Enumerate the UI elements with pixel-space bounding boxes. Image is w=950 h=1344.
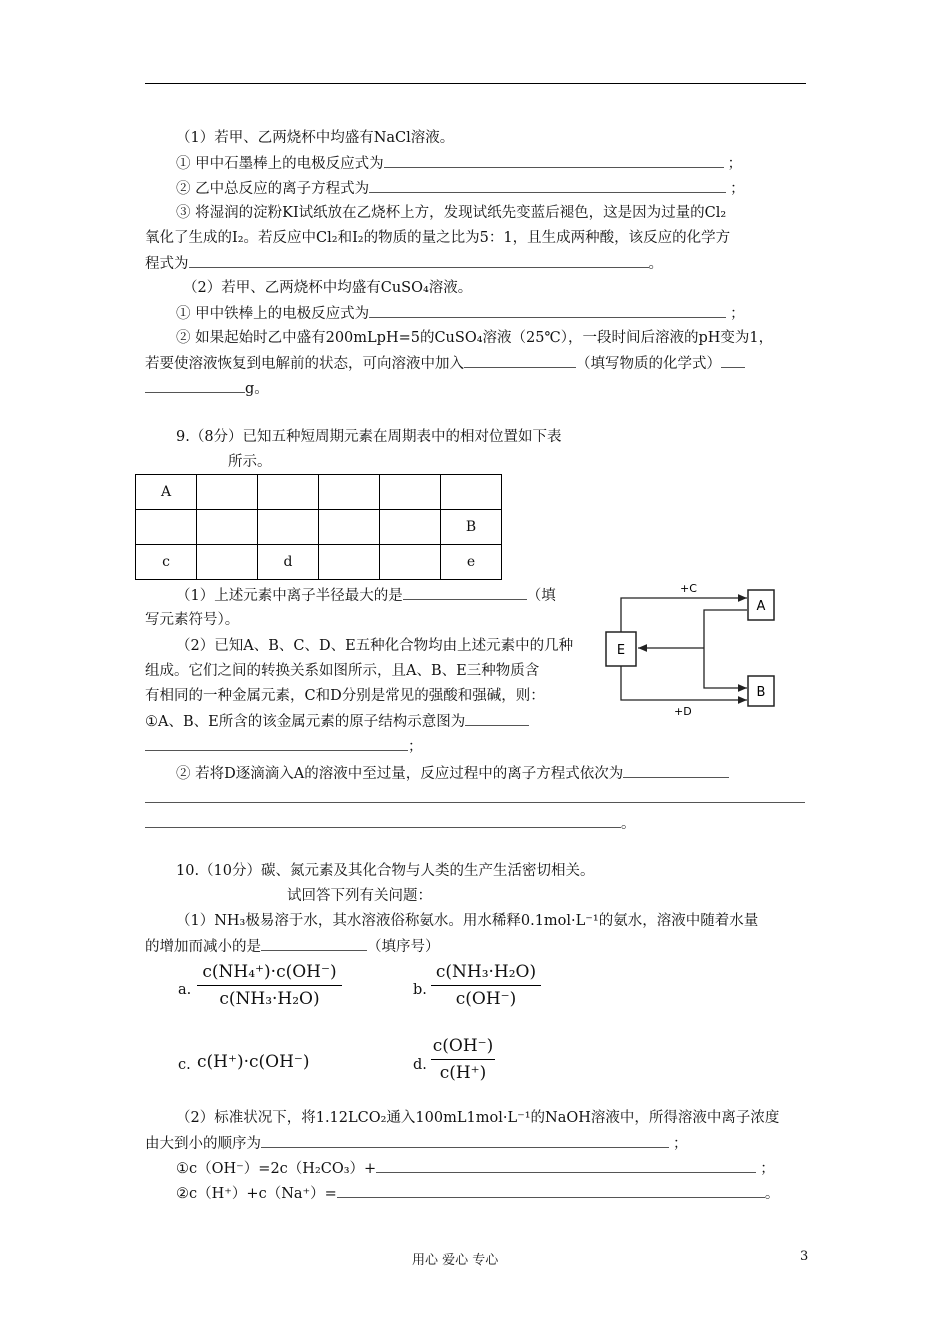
answer-blank[interactable] xyxy=(376,1158,756,1173)
q8-part2-item2-line2 xyxy=(145,353,745,374)
option-c-label: c. xyxy=(178,1057,191,1073)
table-cell xyxy=(441,475,502,510)
q9-part1-line2: 写元素符号）。 xyxy=(145,612,240,628)
punct: ； xyxy=(730,181,745,197)
option-d-label: d. xyxy=(413,1057,427,1073)
fraction-bar xyxy=(431,1059,495,1060)
arrow-e-to-b xyxy=(621,666,747,700)
option-d-numerator: c(OH⁻) xyxy=(432,1036,494,1056)
q9-part2-line2: 组成。它们之间的转换关系如图所示，且A、B、E三种物质含 xyxy=(145,663,540,679)
punct: ； xyxy=(727,156,743,172)
table-cell: e xyxy=(441,545,502,580)
answer-blank[interactable] xyxy=(369,303,726,318)
punct: ； xyxy=(673,1136,688,1152)
fraction-bar xyxy=(197,985,342,986)
answer-blank[interactable] xyxy=(145,813,621,828)
q8-part1-item1-text: ① 甲中石墨棒上的电极反应式为 xyxy=(176,156,384,172)
q8-part1-item1 xyxy=(176,153,742,174)
answer-blank[interactable] xyxy=(623,763,729,778)
q9-part2-line1: （2）已知A、B、C、D、E五种化合物均由上述元素中的几种 xyxy=(176,638,574,654)
option-b-label: b. xyxy=(413,982,427,998)
q8-part2-item2-text: 若要使溶液恢复到电解前的状态，可向溶液中加入 xyxy=(145,356,464,372)
option-b-fraction xyxy=(431,962,541,1009)
table-cell xyxy=(380,510,441,545)
table-row xyxy=(136,510,502,545)
periodic-table-fragment xyxy=(135,474,502,580)
table-cell xyxy=(380,475,441,510)
answer-blank[interactable] xyxy=(189,253,649,268)
answer-blank[interactable] xyxy=(145,736,408,751)
table-cell: A xyxy=(136,475,197,510)
q9-part2-text: ①A、B、E所含的该金属元素的原子结构示意图为 xyxy=(145,714,466,730)
unit-text: g。 xyxy=(245,381,269,397)
option-b-denominator: c(OH⁻) xyxy=(455,989,517,1009)
table-cell xyxy=(197,545,258,580)
q9-part2-line4 xyxy=(145,711,529,732)
answer-blank[interactable] xyxy=(384,153,724,168)
table-cell: c xyxy=(136,545,197,580)
q10-part2-eq1 xyxy=(176,1158,775,1179)
table-cell xyxy=(319,475,380,510)
q9-title-cont: 所示。 xyxy=(228,454,272,470)
table-cell xyxy=(380,545,441,580)
option-a-denominator: c(NH₃·H₂O) xyxy=(219,989,320,1009)
box-a-label: A xyxy=(756,599,766,614)
q9-part1-text: （1）上述元素中离子半径最大的是 xyxy=(176,588,403,604)
q9-part2-text2: ② 若将D逐滴滴入A的溶液中至过量，反应过程中的离子方程式依次为 xyxy=(176,766,624,782)
page-number: 3 xyxy=(800,1249,809,1264)
fraction-bar xyxy=(431,985,541,986)
answer-blank[interactable] xyxy=(337,1183,765,1198)
q8-part1-item2 xyxy=(176,178,745,199)
punct: ； xyxy=(408,739,423,755)
conversion-diagram xyxy=(604,580,804,720)
punct: 。 xyxy=(621,816,636,832)
label-plus-c: +C xyxy=(680,582,697,595)
q8-part2-item1 xyxy=(176,303,745,324)
punct: ； xyxy=(760,1161,775,1177)
box-b-label: B xyxy=(756,685,766,700)
q8-part1-item2-text: ② 乙中总反应的离子方程式为 xyxy=(176,181,370,197)
table-row xyxy=(136,545,502,580)
q10-part2-line2 xyxy=(145,1133,688,1154)
q8-part1-item3-line2: 氧化了生成的I₂。若反应中Cl₂和I₂的物质的量之比为5：1，且生成两种酸，该反应的化学方 xyxy=(145,230,731,246)
answer-blank[interactable] xyxy=(261,1133,669,1148)
q8-part1-intro: （1）若甲、乙两烧杯中均盛有NaCl溶液。 xyxy=(176,130,455,146)
q8-part2-item1-text: ① 甲中铁棒上的电极反应式为 xyxy=(176,306,370,322)
q8-part2-item2-line1: ② 如果起始时乙中盛有200mLpH=5的CuSO₄溶液（25℃），一段时间后溶液的pH变为1， xyxy=(176,330,774,346)
option-a-fraction xyxy=(197,962,342,1009)
q10-eq2-text: ②c（H⁺）+c（Na⁺）= xyxy=(176,1186,337,1202)
table-cell xyxy=(136,510,197,545)
table-cell xyxy=(258,510,319,545)
answer-blank[interactable] xyxy=(145,788,805,803)
answer-blank[interactable] xyxy=(465,711,529,726)
punct: 。 xyxy=(764,1186,780,1202)
footer-motto: 用心 爱心 专心 xyxy=(412,1253,499,1268)
q9-part2-line7 xyxy=(145,788,805,809)
arrow-e-to-a xyxy=(621,598,747,632)
q8-part2-item2-line3 xyxy=(145,378,269,399)
header-rule xyxy=(145,83,806,84)
label-plus-d: +D xyxy=(674,705,692,718)
q8-part2-item2-hint: （填写物质的化学式） xyxy=(576,356,721,372)
q8-part1-item3-text: 程式为 xyxy=(145,256,189,272)
q10-part1-text: 的增加而减小的是 xyxy=(145,939,261,955)
q9-part1-line1 xyxy=(176,585,556,606)
answer-blank[interactable] xyxy=(145,378,245,393)
answer-blank[interactable] xyxy=(403,585,527,600)
q8-part1-item3-line1: ③ 将湿润的淀粉KI试纸放在乙烧杯上方，发现试纸先变蓝后褪色，这是因为过量的Cl₂ xyxy=(176,205,727,221)
q10-part1-line1: （1）NH₃极易溶于水，其水溶液俗称氨水。用水稀释0.1mol·L⁻¹的氨水，溶液中随着水量 xyxy=(176,913,759,929)
q9-part1-hint: （填 xyxy=(526,588,556,604)
option-a-numerator: c(NH₄⁺)·c(OH⁻) xyxy=(202,962,337,982)
answer-blank[interactable] xyxy=(721,353,745,368)
table-cell xyxy=(258,475,319,510)
q9-part2-line3: 有相同的一种金属元素，C和D分别是常见的强酸和强碱，则： xyxy=(145,688,545,704)
option-b-numerator: c(NH₃·H₂O) xyxy=(435,962,537,982)
q9-part2-line8 xyxy=(145,813,636,834)
answer-blank[interactable] xyxy=(261,936,367,951)
option-c-expression: c(H⁺)·c(OH⁻) xyxy=(197,1052,310,1072)
option-d-denominator: c(H⁺) xyxy=(439,1063,487,1083)
option-a-label: a. xyxy=(178,982,192,998)
q10-eq1-text: ①c（OH⁻）=2c（H₂CO₃）+ xyxy=(176,1161,377,1177)
table-cell: d xyxy=(258,545,319,580)
punct: 。 xyxy=(648,256,663,272)
table-cell xyxy=(197,475,258,510)
punct: ； xyxy=(730,306,745,322)
q10-part2-eq2 xyxy=(176,1183,779,1204)
q9-part2-line6 xyxy=(176,763,729,784)
table-cell xyxy=(319,545,380,580)
box-e-label: E xyxy=(616,643,626,658)
q10-part1-line2 xyxy=(145,936,440,957)
table-cell xyxy=(319,510,380,545)
table-row xyxy=(136,475,502,510)
answer-blank[interactable] xyxy=(369,178,726,193)
q10-part2-text: 由大到小的顺序为 xyxy=(145,1136,261,1152)
q8-part2-intro: （2）若甲、乙两烧杯中均盛有CuSO₄溶液。 xyxy=(183,280,473,296)
q10-part2-line1: （2）标准状况下，将1.12LCO₂通入100mL1mol·L⁻¹的NaOH溶液中，所得溶液中离子浓度 xyxy=(176,1110,780,1126)
q9-title: 9.（8分）已知五种短周期元素在周期表中的相对位置如下表 xyxy=(176,429,562,445)
table-cell xyxy=(197,510,258,545)
q10-title: 10.（10分）碳、氮元素及其化合物与人类的生产生活密切相关。 xyxy=(176,863,595,879)
table-cell: B xyxy=(441,510,502,545)
q9-part2-line5 xyxy=(145,736,423,757)
q10-title-cont: 试回答下列有关问题： xyxy=(287,888,432,904)
arrow-a-to-b xyxy=(704,610,747,688)
q10-part1-hint: （填序号） xyxy=(367,939,440,955)
q8-part1-item3-line3 xyxy=(145,253,663,274)
option-d-fraction xyxy=(431,1036,495,1083)
answer-blank[interactable] xyxy=(464,353,576,368)
